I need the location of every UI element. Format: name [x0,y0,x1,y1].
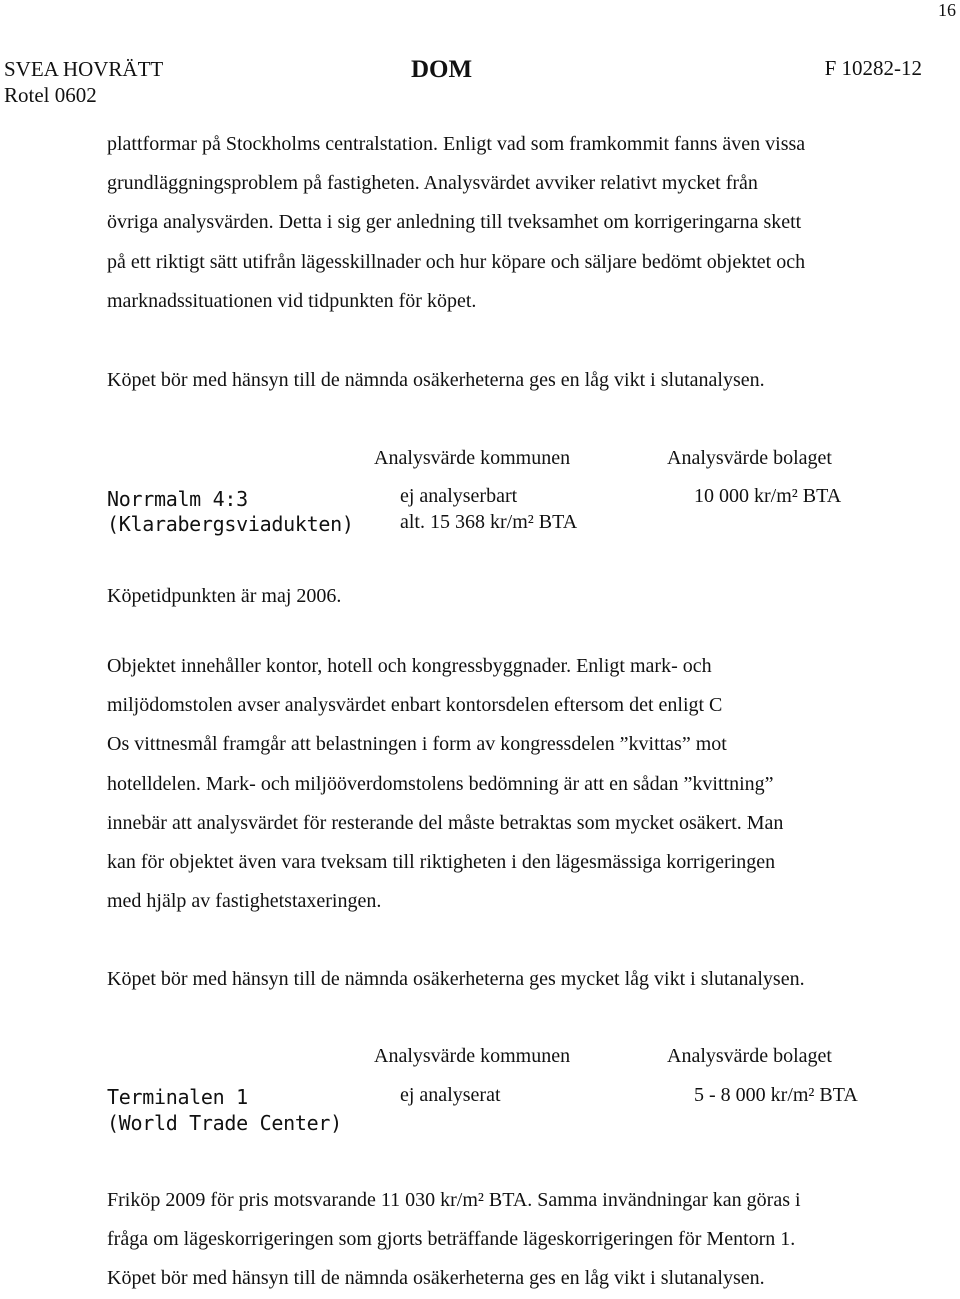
bolaget-value: 5 - 8 000 kr/m² BTA [694,1084,858,1106]
kommunen-alt-value: alt. 15 368 kr/m² BTA [400,511,578,533]
division-name: Rotel 0602 [4,83,97,107]
purchase-date: Köpetidpunkten är maj 2006. [107,585,342,607]
paragraph-3 [107,1181,801,1299]
text-line: Objektet innehåller kontor, hotell och kongressbyggnader. Enligt mark- och [107,655,712,677]
paragraph-2 [107,647,783,921]
kommunen-value: ej analyserbart [400,485,518,507]
text-line: Os vittnesmål framgår att belastningen i form av kongressdelen ”kvittas” mot [107,733,727,756]
text-line: plattformar på Stockholms centralstation. Enligt vad som framkommit fanns även vissa [107,133,806,155]
document-type: DOM [411,56,473,83]
header-left [4,56,163,108]
text-line: miljödomstolen avser analysvärdet enbart kontorsdelen eftersom det enligt C [107,694,723,717]
text-line: marknadssituationen vid tidpunkten för köpet. [107,289,477,312]
conclusion-1: Köpet bör med hänsyn till de nämnda osäkerheterna ges en låg vikt i slutanalysen. [107,369,765,391]
column-header-bolaget: Analysvärde bolaget [667,447,832,469]
text-line: fråga om lägeskorrigeringen som gjorts beträffande lägeskorrigeringen för Mentorn 1. [107,1228,796,1251]
text-line: med hjälp av fastighetstaxeringen. [107,890,382,913]
property-subname: (Klarabergsviadukten) [107,512,354,536]
property-name: Terminalen 1 [107,1085,248,1109]
property-subname: (World Trade Center) [107,1111,342,1135]
text-line: kan för objektet även vara tveksam till riktigheten i den lägesmässiga korrigeringen [107,851,776,874]
page-number: 16 [938,0,956,20]
conclusion-2: Köpet bör med hänsyn till de nämnda osäkerheterna ges mycket låg vikt i slutanalysen. [107,968,805,990]
bolaget-value: 10 000 kr/m² BTA [694,485,842,507]
kommunen-value: ej analyserat [400,1084,501,1106]
text-line: Friköp 2009 för pris motsvarande 11 030 kr/m² BTA. Samma invändningar kan göras i [107,1189,801,1211]
column-header-kommunen: Analysvärde kommunen [374,447,571,469]
property-name: Norrmalm 4:3 [107,487,248,511]
text-line: på ett riktigt sätt utifrån lägesskillnader och hur köpare och säljare bedömt objektet och [107,250,806,273]
paragraph-1 [107,125,805,321]
text-line: Köpet bör med hänsyn till de nämnda osäkerheterna ges en låg vikt i slutanalysen. [107,1267,765,1290]
text-line: grundläggningsproblem på fastigheten. Analysvärdet avviker relativt mycket från [107,172,758,195]
text-line: innebär att analysvärdet för resterande del måste betraktas som mycket osäkert. Man [107,811,784,834]
case-number: F 10282-12 [824,56,922,80]
column-header-kommunen: Analysvärde kommunen [374,1045,571,1067]
column-header-bolaget: Analysvärde bolaget [667,1045,832,1067]
text-line: hotelldelen. Mark- och miljööverdomstolens bedömning är att en sådan ”kvittning” [107,772,774,795]
court-name: SVEA HOVRÄTT [4,57,164,81]
text-line: övriga analysvärden. Detta i sig ger anledning till tveksamhet om korrigeringarna skett [107,211,802,234]
